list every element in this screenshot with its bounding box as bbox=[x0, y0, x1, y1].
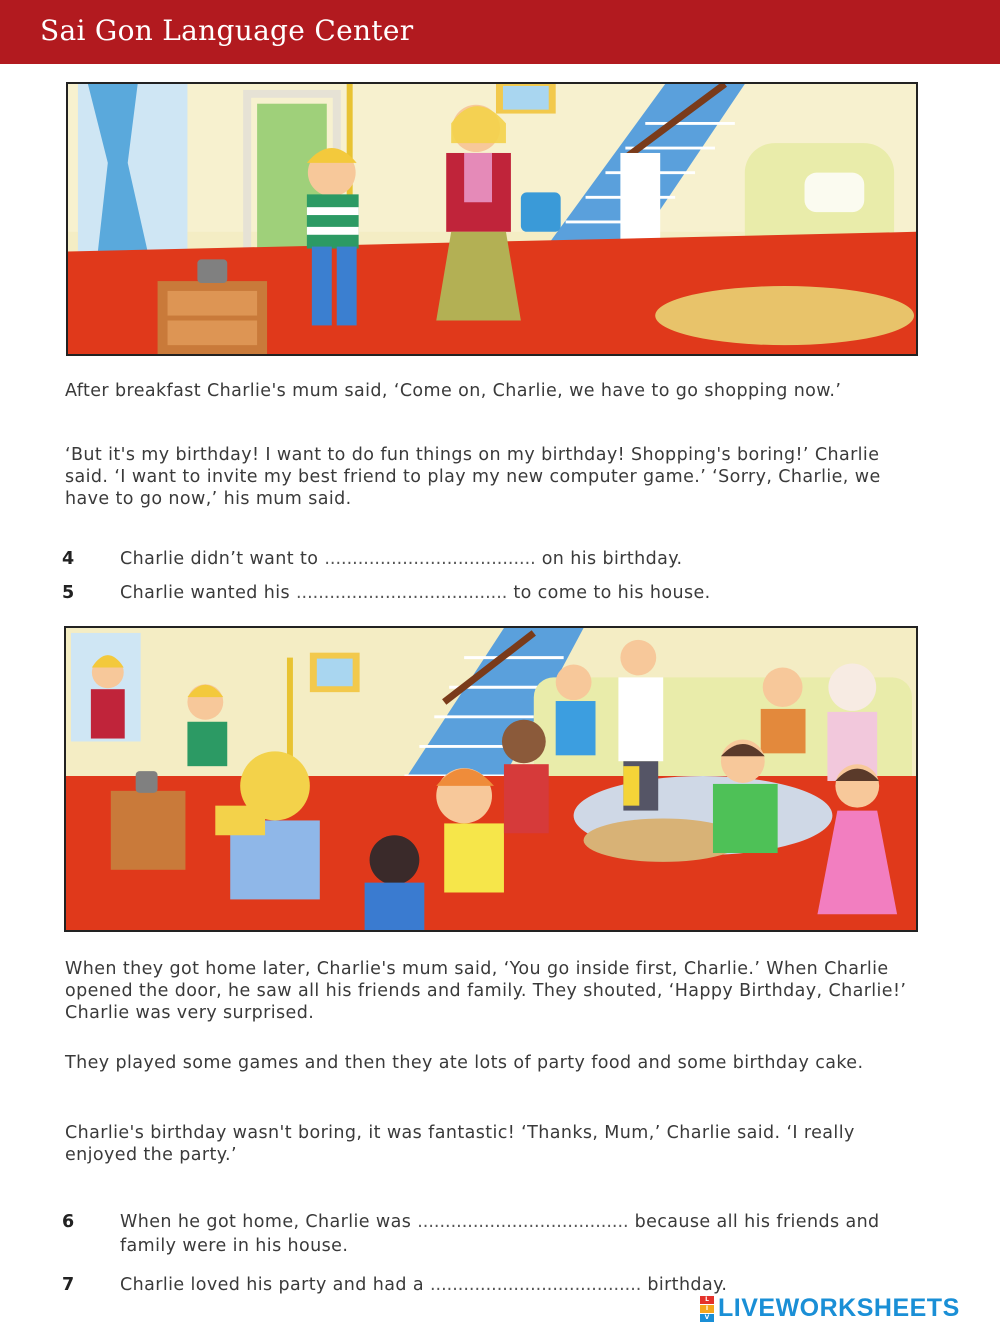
logo-badge-icon bbox=[700, 1296, 714, 1322]
logo-text: LIVEWORKSHEETS bbox=[718, 1294, 960, 1322]
question-number: 4 bbox=[62, 549, 75, 569]
badge-letter: L bbox=[700, 1296, 714, 1304]
answer-blank-7[interactable]: ...................................... bbox=[429, 1275, 642, 1295]
question-text-before: Charlie wanted his bbox=[120, 583, 290, 603]
question-number: 6 bbox=[62, 1212, 75, 1232]
question-text-after: birthday. bbox=[647, 1275, 728, 1295]
badge-letter: I bbox=[700, 1305, 714, 1313]
page-title: Sai Gon Language Center bbox=[40, 14, 414, 47]
illustration-party bbox=[64, 626, 918, 932]
question-number: 7 bbox=[62, 1275, 75, 1295]
illustration-hallway bbox=[66, 82, 918, 356]
answer-blank-6[interactable]: ...................................... bbox=[417, 1212, 629, 1232]
question-text-after: on his birthday. bbox=[541, 549, 683, 569]
badge-letter: V bbox=[700, 1314, 714, 1322]
question-number: 5 bbox=[62, 583, 75, 603]
story-paragraph-2: ‘But it's my birthday! I want to do fun things on my birthday! Shopping's boring!’ Charlie said. ‘I want to invite my best friend to play my new computer game.’ ‘Sorry, Charlie, we have to go now,’ his mum said. bbox=[65, 445, 881, 509]
story-paragraph-5: Charlie's birthday wasn't boring, it was fantastic! ‘Thanks, Mum,’ Charlie said. ‘I really enjoyed the party.’ bbox=[65, 1123, 855, 1165]
liveworksheets-logo[interactable] bbox=[700, 1294, 1000, 1324]
answer-blank-5[interactable]: ...................................... bbox=[295, 583, 508, 603]
story-paragraph-3: When they got home later, Charlie's mum said, ‘You go inside first, Charlie.’ When Charlie opened the door, he saw all his friends and family. They shouted, ‘Happy Birthday, Charlie!’ Charlie was very surprised. bbox=[65, 959, 907, 1023]
question-text-before: When he got home, Charlie was bbox=[120, 1212, 412, 1232]
story-paragraph-1: After breakfast Charlie's mum said, ‘Come on, Charlie, we have to go shopping now.’ bbox=[65, 381, 842, 401]
question-text-after: because all his friends and family were in his house. bbox=[120, 1212, 880, 1256]
story-paragraph-4: They played some games and then they ate lots of party food and some birthday cake. bbox=[65, 1053, 864, 1073]
question-text-after: to come to his house. bbox=[513, 583, 711, 603]
answer-blank-4[interactable]: ...................................... bbox=[324, 549, 536, 569]
question-text-before: Charlie loved his party and had a bbox=[120, 1275, 424, 1295]
question-text-before: Charlie didn’t want to bbox=[120, 549, 319, 569]
header-bar bbox=[0, 0, 1000, 64]
